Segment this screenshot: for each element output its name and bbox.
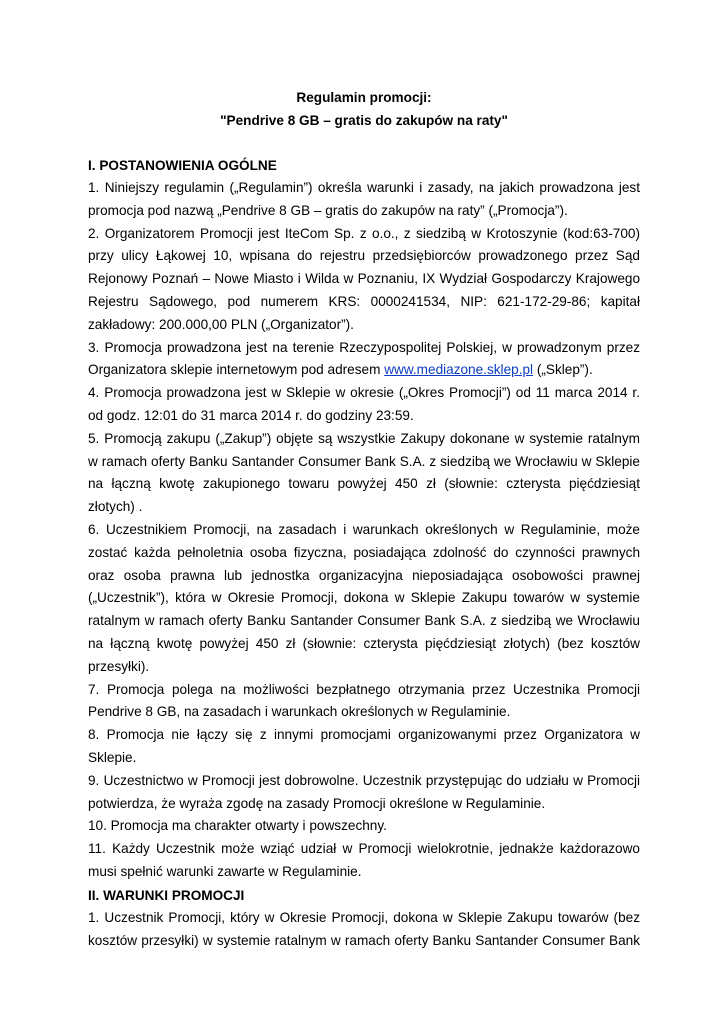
paragraph-9: 9. Uczestnictwo w Promocji jest dobrowolne. Uczestnik przystępując do udziału w Promocji potwierdza, że wyraża zgodę na zasady Promocji określone w Regulaminie. — [88, 772, 640, 811]
paragraph-7: 7. Promocja polega na możliwości bezpłatnego otrzymania przez Uczestnika Promocji Pendrive 8 GB, na zasadach i warunkach określonych w Regulaminie. — [88, 681, 640, 720]
document-title-line2: "Pendrive 8 GB – gratis do zakupów na raty" — [220, 113, 508, 128]
paragraph-3 — [88, 337, 640, 383]
conditions-paragraph-1: 1. Uczestnik Promocji, który w Okresie Promocji, dokona w Sklepie Zakupu towarów (bez kosztów przesyłki) w systemie ratalnym w ramach oferty Banku Santander Consumer Bank — [88, 909, 640, 948]
paragraph-5: 5. Promocją zakupu („Zakup”) objęte są wszystkie Zakupy dokonane w systemie ratalnym w ramach oferty Banku Santander Consumer Bank S.A. z siedzibą we Wrocławiu w Sklepie na łączną kwotę zakupionego towaru powyżej 450 zł (słownie: czterysta pięćdziesiąt złotych) . — [88, 430, 640, 515]
paragraph-3-text-before: 3. Promocja prowadzona jest na terenie Rzeczypospolitej Polskiej, w prowadzonym przez Organizatora sklepie internetowym pod adresem — [88, 339, 640, 378]
section-heading-general: I. POSTANOWIENIA OGÓLNE — [88, 158, 277, 173]
document-page — [88, 86, 640, 952]
shop-url-link[interactable]: www.mediazone.sklep.pl — [384, 362, 534, 378]
paragraph-4: 4. Promocja prowadzona jest w Sklepie w okresie („Okres Promocji”) od 11 marca 2014 r. od godz. 12:01 do 31 marca 2014 r. do godziny 23:59. — [88, 385, 640, 423]
paragraph-3-text-after: („Sklep”). — [533, 362, 593, 378]
document-title-line1: Regulamin promocji: — [296, 90, 432, 105]
paragraph-1: 1. Niniejszy regulamin („Regulamin”) określa warunki i zasady, na jakich prowadzona jest promocja pod nazwą „Pendrive 8 GB – gratis do zakupów na raty” („Promocja”). — [88, 180, 640, 218]
paragraph-11: 11. Każdy Uczestnik może wziąć udział w Promocji wielokrotnie, jednakże każdorazowo musi spełnić warunki zawarte w Regulaminie. — [88, 841, 640, 879]
paragraph-10: 10. Promocja ma charakter otwarty i powszechny. — [88, 818, 387, 834]
title-spacer — [88, 132, 640, 154]
paragraph-6: 6. Uczestnikiem Promocji, na zasadach i warunkach określonych w Regulaminie, może zostać każda pełnoletnia osoba fizyczna, posiadająca zdolność do czynności prawnych oraz osoba prawna lub jednostka organizacyjna nieposiadająca osobowości prawnej („Uczestnik”), która w Okresie Promocji, dokona w Sklepie Zakupu towarów w systemie ratalnym w ramach oferty Banku Santander Consumer Bank S.A. z siedzibą we Wrocławiu na łączną kwotę powyżej 450 zł (słownie: czterysta pięćdziesiąt złotych) (bez kosztów przesyłki). — [88, 521, 640, 674]
section-heading-conditions: II. WARUNKI PROMOCJI — [88, 887, 245, 903]
paragraph-2: 2. Organizatorem Promocji jest IteCom Sp. z o.o., z siedzibą w Krotoszynie (kod:63-700) przy ulicy Łąkowej 10, wpisana do rejestru przedsiębiorców prowadzonego przez Sąd Rejonowy Poznań – Nowe Miasto i Wilda w Poznaniu, IX Wydział Gospodarczy Krajowego Rejestru Sądowego, pod numerem KRS: 0000241534, NIP: 621-172-29-86; kapitał zakładowy: 200.000,00 PLN („Organizator”). — [88, 225, 640, 332]
paragraph-8: 8. Promocja nie łączy się z innymi promocjami organizowanymi przez Organizatora w Sklepie. — [88, 727, 640, 765]
